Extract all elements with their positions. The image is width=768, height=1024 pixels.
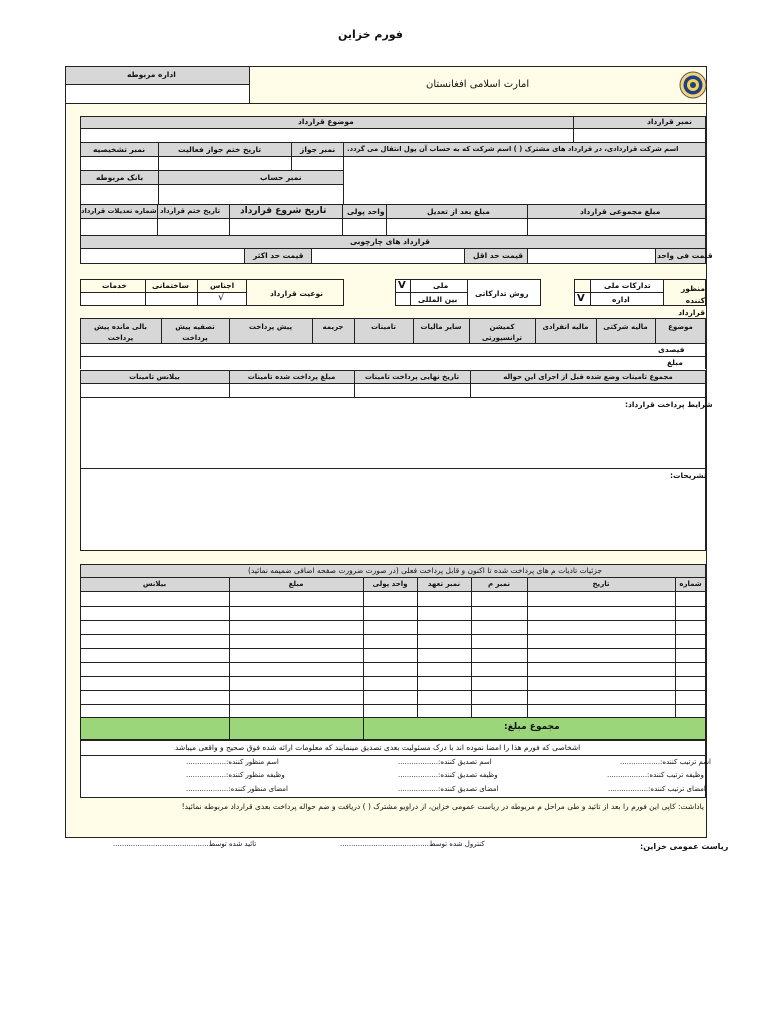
approver-role[interactable]: وظیفه منظور کننده:.................. [186,771,285,779]
end-date-label: تاریخ ختم قرارداد [160,207,221,215]
payment-row-line [80,620,706,621]
check-admin-mark: V [577,293,585,304]
framework-label: قرارداد های چارچوبی [350,237,430,246]
currency-input[interactable] [342,218,387,236]
total-divider-2 [363,717,364,740]
payment-column-divider [417,577,418,717]
min-price-label: قیمت حد اقل [473,251,524,260]
contract-number-label: نمبر قرارداد [647,117,692,126]
unit-price-input[interactable] [527,248,656,264]
start-date-label: تاریخ شروع قرارداد [240,206,327,216]
amendments-input[interactable] [80,218,158,236]
deduction-header-label: تصفیه پیش پرداخت [175,323,215,342]
deduction-header-label: جریمه [322,323,344,331]
construction-check-box[interactable] [145,292,198,306]
payment-terms-box[interactable] [80,397,706,469]
percent-row [80,343,706,357]
license-end-input[interactable] [158,156,292,171]
deduction-header-label: مالیه شرکتی [603,323,648,331]
account-number-label: نمبر حساب [260,173,302,182]
admin-label: اداره مربوطه [127,70,176,79]
deduction-header-label: کمیشن ترانسپورتی [481,323,523,342]
national-proc-label: تدارکات ملی [604,281,651,290]
remarks-box[interactable] [80,468,706,551]
administration-label: اداره [612,295,630,304]
bank-input[interactable] [80,184,159,205]
payment-row-line [80,606,706,607]
payment-row-line [80,634,706,635]
national-label: ملی [433,281,449,290]
totals-header-label: مجموع تامینات وضع شده قبل از اجرای این حواله [503,373,673,381]
tin-label: نمبر تشخیصیه [93,145,146,154]
remarks-label: تشریحات: [670,471,707,480]
approver-label [663,283,705,319]
contract-subject-label: موضوع قرارداد [298,117,354,126]
check-international-box[interactable] [395,292,411,306]
percent-label: فیصدی [658,345,685,354]
admin-input[interactable] [65,84,250,104]
payment-header-label: نمبر م [487,580,511,588]
amended-amount-label: مبلغ بعد از تعدیل [427,207,490,216]
totals-header-label: تاریخ نهایی پرداخت تامینات [364,373,460,381]
unit-price-label: قیمت فی واحد [657,251,713,260]
totals-input-row [80,383,706,398]
approver-label-text: منظور کننده قرارداد [678,284,705,317]
currency-label: واحد پولی [347,207,385,216]
approved-by[interactable]: تائید شده توسط........................................... [113,840,257,848]
preparer-name[interactable]: اسم ترتیب کننده:.................. [620,758,711,766]
deduction-header-label: موضوع [668,323,693,331]
payment-header-label: شماره [679,580,702,588]
payment-header-label: واحد پولی [372,580,408,588]
payment-header-label: تاریخ [592,580,610,588]
payment-column-divider [363,577,364,717]
deduction-header-label: تامینات [371,323,396,331]
end-date-input[interactable] [157,218,230,236]
deduction-header-label: پیش پرداخت [248,323,293,331]
approver-name[interactable]: اسم منظور کننده:.................. [186,758,279,766]
form-title: فورم خزاین [338,28,403,41]
verifier-signature[interactable]: امضای تصدیق کننده:.................. [398,785,499,793]
tin-input[interactable] [80,156,159,171]
note-text: یاداشت: کاپی این فورم را بعد از تائید و طی مراحل م مربوطه در ریاست عمومی خزاین، از دراویو مشترک ( ) دریافت و ضم حواله پرداخت بعدی قرارداد مربوطه نمائید! [181,802,704,811]
total-divider-1 [229,717,230,740]
approver-signature[interactable]: امضای منظور کننده:................... [186,785,288,793]
contract-subject-input[interactable] [80,128,574,143]
payment-terms-label: شرایط پرداخت قرارداد: [625,400,713,409]
verifier-name[interactable]: اسم تصدیق کننده:.................. [398,758,492,766]
total-label: مجموع مبلغ: [504,722,560,732]
payment-column-divider [229,577,230,717]
payment-row-line [80,662,706,663]
amendments-label: شماره تعدیلات قرارداد [81,207,157,215]
payment-header-label: نمبر تعهد [427,580,461,588]
amended-amount-input[interactable] [386,218,528,236]
payment-row-line [80,648,706,649]
company-name-label: اسم شرکت قراردادی، در قرارداد های مشترک ( ) اسم شرکت که به حساب آن پول انتقال می گردد. [347,145,679,153]
totals-header-label: مبلغ پرداخت شده تامینات [247,373,336,381]
total-row [80,717,706,740]
services-label: خدمات [102,281,127,290]
bank-label: بانک مربوطه [96,173,144,182]
proc-method-label: روش تدارکاتی [475,289,529,298]
payment-column-divider [675,577,676,717]
payment-row-line [80,676,706,677]
payment-row-line [80,704,706,705]
license-end-label: تاریخ ختم جواز فعالیت [178,145,262,154]
payment-header-label: بیلانس [142,580,167,588]
total-amount-input[interactable] [527,218,706,236]
payment-row-line [80,690,706,691]
amount-label: مبلغ [667,358,683,367]
services-check-box[interactable] [80,292,146,306]
min-price-input[interactable] [311,248,465,264]
license-number-input[interactable] [291,156,344,171]
total-amount-label: مبلغ مجموعی قرارداد [580,207,661,216]
contract-type-label: نوعیت قرارداد [270,289,323,298]
account-number-input[interactable] [158,184,344,205]
deduction-header-label: مالیه انفرادی [542,323,589,331]
verifier-role[interactable]: وظیفه تصدیق کننده:.................. [398,771,498,779]
payment-column-divider [471,577,472,717]
company-name-input[interactable] [343,156,706,205]
preparer-signature[interactable]: امضای ترتیب کننده:.................. [608,785,706,793]
goods-label: اجناس [210,281,235,290]
contract-number-input[interactable] [573,128,706,143]
construction-label: ساختمانی [152,281,189,290]
international-label: بین المللی [418,295,458,304]
org-title: امارت اسلامی افغانستان [426,79,530,90]
controlled-by[interactable]: کنترول شده توسط........................................ [340,840,485,848]
totals-header-label: بیلانس تامینات [129,373,180,381]
afghanistan-emblem-icon [679,71,707,99]
account-number-cell [158,170,344,185]
amount-row [80,356,706,370]
deduction-header-label: سایر مالیات [420,323,462,331]
check-national-mark: V [398,280,406,291]
payment-header-label: مبلغ [288,580,304,588]
max-price-label: قیمت حد اکثر [253,251,304,260]
deduction-header-label: بالی مانده پیش پرداخت [94,323,147,342]
goods-check-mark: √ [218,292,225,303]
declaration-text: اشخاصی که فورم هذا را امضا نموده اند با درک مسئولیت بعدی تصدیق مینمایند که معلومات ارائه شده فوق صحیح و واقعی میباشد [175,743,581,752]
max-price-input[interactable] [80,248,245,264]
start-date-input[interactable] [229,218,343,236]
payments-title: جزئیات تادیات م های پرداخت شده تا اکنون و قابل پرداخت فعلی (در صورت ضرورت صفحه اضافی ضمیمه نمائید) [248,566,603,575]
treasury-label: ریاست عمومی خزاین: [640,842,729,851]
payment-column-divider [527,577,528,717]
payment-column-divider [80,577,81,717]
license-number-label: نمبر جواز [300,145,336,154]
preparer-role[interactable]: وظیفه ترتیب کننده:.................. [607,771,704,779]
